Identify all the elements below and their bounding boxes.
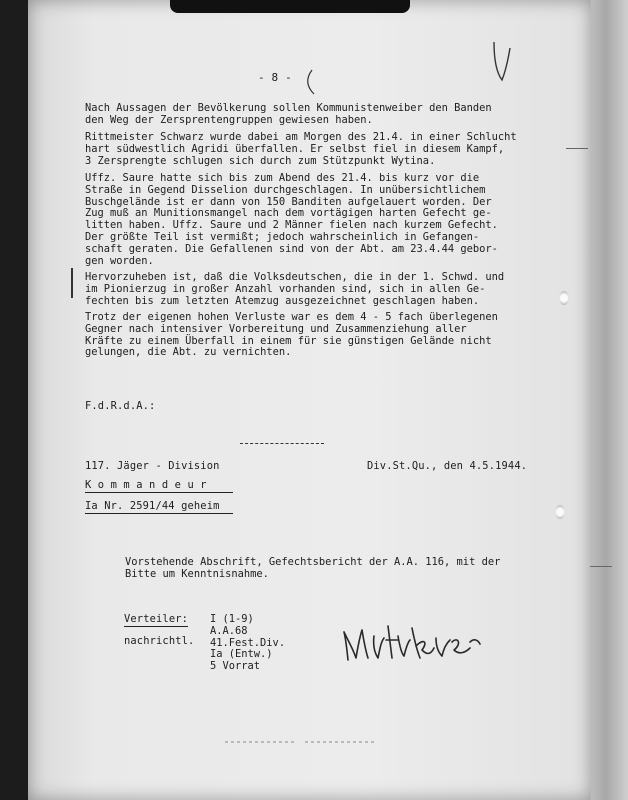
text-line: im Pionierzug in großer Anzahl vorhanden sind, sich in allen Ge- (85, 282, 486, 295)
page-number: - 8 - (258, 71, 292, 84)
page-edge (591, 0, 628, 800)
body-text (125, 557, 605, 581)
distribution-entry: 5 Vorrat (210, 660, 261, 673)
text-line: hart südwestlich Agridi überfallen. Er selbst fiel in diesem Kampf, (85, 142, 505, 155)
separator-line (240, 443, 324, 444)
text-line: Rittmeister Schwarz wurde dabei am Morgen des 21.4. in einer Schlucht (85, 131, 517, 143)
reference-number: Ia Nr. 2591/44 geheim (85, 501, 233, 514)
distribution-entry: Ia (Entw.) (210, 648, 273, 661)
verteiler-label: Verteiler: (124, 613, 189, 625)
text-line: Hervorzuheben ist, daß die Volksdeutschen, die in der 1. Schwd. und (85, 271, 505, 283)
division-name: 117. Jäger - Division (85, 460, 220, 472)
text-line: 3 Zersprengte schlugen sich durch zum Stützpunkt Wytina. (85, 154, 436, 167)
text-line: fechten bis zum letzten Atemzug ausgezeichnet geschlagen haben. (85, 294, 480, 307)
text-line: Vorstehende Abschrift, Gefechtsbericht der A.A. 116, mit der (125, 556, 501, 568)
text-line: Der größte Teil ist vermißt; jedoch wahrscheinlich in Gefangen- (85, 230, 480, 243)
paragraph-1 (85, 103, 565, 127)
punch-hole (559, 291, 569, 305)
pencil-mark-corner (488, 40, 518, 85)
text-line: Buschgelände ist er dann von 150 Banditen aufgelauert worden. Der (85, 195, 492, 208)
signature (340, 618, 490, 668)
paragraph-2 (85, 132, 565, 167)
text-line: Nach Aussagen der Bevölkerung sollen Kommunistenweiber den Banden (85, 102, 492, 114)
top-binding-bar (170, 0, 410, 13)
text-line: Gegner nach intensiver Vorbereitung und Zusammenziehung aller (85, 322, 467, 335)
text-line: Kräfte zu einem Überfall in einem für sie günstigen Gelände nicht (85, 334, 492, 347)
text-line: Bitte um Kenntnisnahme. (125, 567, 269, 580)
distribution-entry: A.A.68 (210, 624, 248, 637)
text-line: gen worden. (85, 254, 154, 267)
paragraph-4 (85, 272, 565, 307)
text-line: litten haben. Uffz. Saure und 2 Männer fielen nach kurzem Gefecht. (85, 219, 498, 232)
kommandeur-label: K o m m a n d e u r (85, 480, 233, 493)
distribution-entry: I (1-9) (210, 613, 254, 625)
text-line: gelungen, die Abt. zu vernichten. (85, 346, 292, 359)
paragraph-3 (85, 173, 565, 267)
text-line: Zug muß an Munitionsmangel nach dem vortägigen harten Gefecht ge- (85, 207, 492, 220)
edge-tick-2 (590, 566, 612, 567)
fdrda-label: F.d.R.d.A.: (85, 400, 156, 412)
text-line: den Weg der Zersprentengruppen gewiesen haben. (85, 113, 373, 126)
nachrichtl-label: nachrichtl. (124, 635, 195, 647)
text-line: Trotz der eigenen hohen Verluste war es dem 4 - 5 fach überlegenen (85, 311, 498, 323)
edge-tick (566, 148, 588, 149)
text-line: schaft geraten. Die Gefallenen sind von der Abt. am 23.4.44 gebor- (85, 242, 498, 255)
text-line: Uffz. Saure hatte sich bis zum Abend des 21.4. bis kurz vor die (85, 172, 480, 184)
location-date: Div.St.Qu., den 4.5.1944. (367, 460, 528, 472)
margin-mark (71, 268, 73, 298)
faint-mark (225, 738, 295, 746)
paragraph-5 (85, 312, 565, 359)
punch-hole (555, 505, 565, 519)
distribution-list (210, 614, 350, 673)
text-line: Straße in Gegend Disselion durchgeschlagen. In unübersichtlichem (85, 183, 486, 196)
distribution-entry: 41.Fest.Div. (210, 636, 286, 649)
pencil-mark (300, 68, 330, 98)
faint-mark (305, 738, 375, 746)
